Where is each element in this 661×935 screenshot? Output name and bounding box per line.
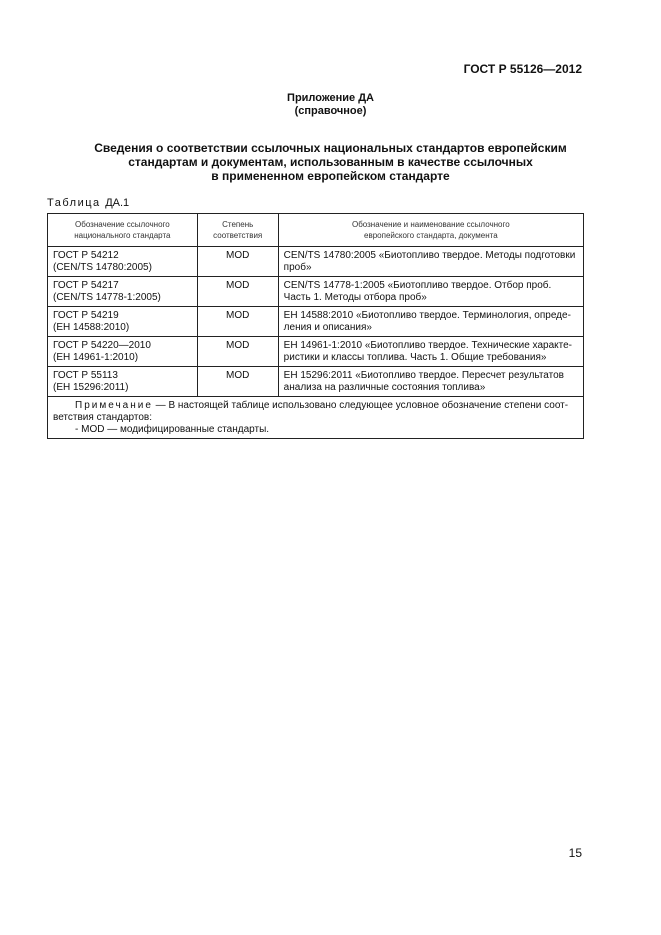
national-standard-cell: ГОСТ Р 54220—2010 (ЕН 14961-1:2010) (48, 337, 198, 367)
degree-cell: MOD (197, 247, 278, 277)
page-number: 15 (568, 846, 582, 860)
table-label (47, 197, 129, 209)
national-standard-cell: ГОСТ Р 54219 (ЕН 14588:2010) (48, 307, 198, 337)
degree-cell: MOD (197, 367, 278, 397)
national-standard-cell: ГОСТ Р 54217 (CEN/TS 14778-1:2005) (48, 277, 198, 307)
european-standard-cell: ЕН 14588:2010 «Биотопливо твердое. Терминология, опреде- ления и описания» (278, 307, 583, 337)
note-text: В настоящей таблице использовано следующее условное обозначение степени соот- (168, 400, 569, 411)
table-row (48, 307, 584, 337)
table-header-row (48, 214, 584, 247)
note-text-continued: ветствия стандартов: (53, 412, 152, 423)
heading-line: в примененном европейском стандарте (211, 169, 450, 183)
note-title: Примечание (75, 400, 153, 411)
note-dash: — (155, 400, 166, 411)
table-row (48, 247, 584, 277)
heading-line: Сведения о соответствии ссылочных национальных стандартов европейским (94, 141, 567, 155)
degree-cell: MOD (197, 277, 278, 307)
degree-cell: MOD (197, 307, 278, 337)
table-row (48, 277, 584, 307)
degree-cell: MOD (197, 337, 278, 367)
european-standard-cell: CEN/TS 14778-1:2005 «Биотопливо твердое. Отбор проб. Часть 1. Методы отбора проб» (278, 277, 583, 307)
european-standard-cell: ЕН 14961-1:2010 «Биотопливо твердое. Технические характе- ристики и классы топлива. Часть 1. Общие требования» (278, 337, 583, 367)
column-header-degree: Степень соответствия (197, 214, 278, 247)
european-standard-cell: CEN/TS 14780:2005 «Биотопливо твердое. Методы подготовки проб» (278, 247, 583, 277)
annex-title: Приложение ДА (287, 92, 374, 104)
column-header-european: Обозначение и наименование ссылочного европейского стандарта, документа (278, 214, 583, 247)
annex-heading (0, 92, 661, 118)
note-item: - MOD — модифицированные стандарты. (75, 424, 270, 435)
reference-table (47, 213, 584, 439)
heading-line: стандартам и документам, использованным в качестве ссылочных (128, 155, 533, 169)
column-header-national: Обозначение ссылочного национального стандарта (48, 214, 198, 247)
table-label-word: Таблица (47, 197, 101, 209)
national-standard-cell: ГОСТ Р 55113 (ЕН 15296:2011) (48, 367, 198, 397)
national-standard-cell: ГОСТ Р 54212 (CEN/TS 14780:2005) (48, 247, 198, 277)
annex-subtitle: (справочное) (294, 105, 367, 117)
document-code: ГОСТ Р 55126—2012 (463, 62, 582, 76)
table-label-number: ДА.1 (105, 197, 130, 209)
section-heading (0, 141, 661, 183)
european-standard-cell: ЕН 15296:2011 «Биотопливо твердое. Пересчет результатов анализа на различные состояния топлива» (278, 367, 583, 397)
table-note (48, 397, 584, 439)
table-row (48, 337, 584, 367)
table-note-row (48, 397, 584, 439)
table-row (48, 367, 584, 397)
